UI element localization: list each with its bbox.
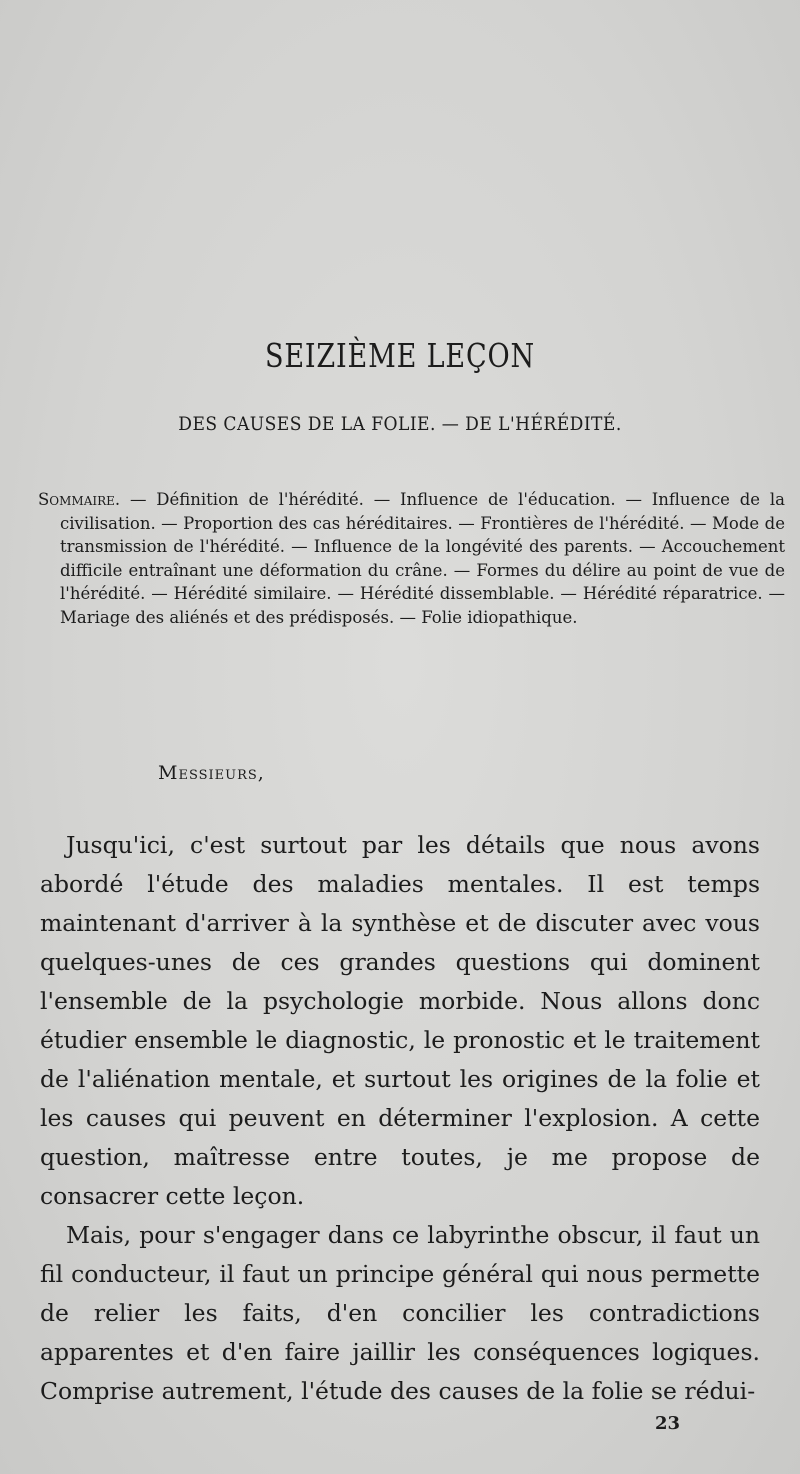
chapter-subtitle: DES CAUSES DE LA FOLIE. — DE L'HÉRÉDITÉ. (178, 413, 622, 435)
paragraph-2: Mais, pour s'engager dans ce labyrinthe obscur, il faut un fil conducteur, il faut un principe général qui nous permette de relier les faits, d'en concilier les contradictions apparentes et d'en faire jaillir les conséquences logiques. Comprise autrement, l'étude des causes de la folie se rédui- (40, 1221, 760, 1405)
summary-text: — Définition de l'hérédité. — Influence de l'éducation. — Influence de la civilisation. — Proportion des cas héréditaires. — Frontières de l'hérédité. — Mode de transmission de l'hérédité. — Influence de la longévité des parents. — Accouchement difficile entraînant une déformation du crâne. — Formes du délire au point de vue de l'hérédité. — Hérédité similaire. — Hérédité dissemblable. — Hérédité réparatrice. — Mariage des aliénés et des prédisposés. — Folie idiopathique. (60, 490, 785, 627)
chapter-title: SEIZIÈME LEÇON (264, 336, 536, 375)
page-number: 23 (655, 1413, 681, 1434)
summary-label: Sommaire. (38, 490, 121, 509)
body-text (40, 826, 760, 1411)
salutation: Messieurs, (158, 762, 265, 784)
chapter-summary (38, 488, 785, 629)
paragraph-1: Jusqu'ici, c'est surtout par les détails que nous avons abordé l'étude des maladies mentales. Il est temps maintenant d'arriver à la synthèse et de discuter avec vous quelques-unes de ces grandes questions qui dominent l'ensemble de la psychologie morbide. Nous allons donc étudier ensemble le diagnostic, le pronostic et le traitement de l'aliénation mentale, et surtout les origines de la folie et les causes qui peuvent en déterminer l'explosion. A cette question, maîtresse entre toutes, je me propose de consacrer cette leçon. (40, 831, 760, 1210)
